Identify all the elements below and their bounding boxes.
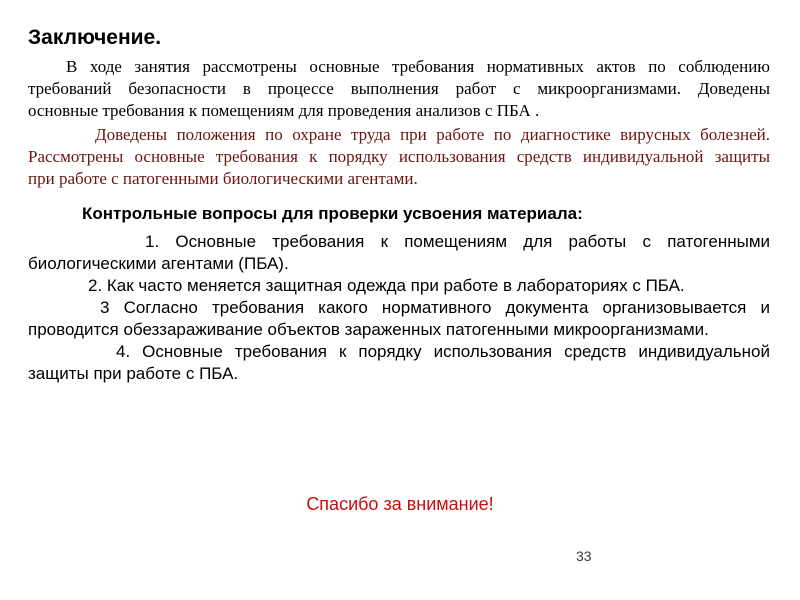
question-line: 4. Основные требования к порядку использования средств индивидуальной xyxy=(116,342,770,361)
paragraph-line: требований безопасности в процессе выполнения работ с микроорганизмами. Доведены xyxy=(28,79,770,98)
question-line: защиты при работе с ПБА. xyxy=(28,364,239,383)
questions-list xyxy=(28,231,770,385)
question-line: проводится обеззараживание объектов зараженных патогенными микроорганизмами. xyxy=(28,320,709,339)
question-line: 2. Как часто меняется защитная одежда при работе в лабораториях с ПБА. xyxy=(88,276,685,295)
paragraph-line: при работе с патогенными биологическими агентами. xyxy=(28,169,418,188)
question-item-3 xyxy=(28,297,770,341)
question-item-4 xyxy=(28,341,770,385)
question-line: биологическими агентами (ПБА). xyxy=(28,254,289,273)
paragraph-line: Доведены положения по охране труда при работе по диагностике вирусных болезней. xyxy=(95,125,770,144)
question-item-1 xyxy=(28,231,770,275)
paragraph-line: В ходе занятия рассмотрены основные требования нормативных актов по соблюдению xyxy=(66,57,770,76)
questions-heading: Контрольные вопросы для проверки усвоения материала: xyxy=(82,204,583,223)
summary-paragraph-1 xyxy=(28,56,770,122)
paragraph-line: основные требования к помещениям для проведения анализов с ПБА . xyxy=(28,101,540,120)
closing-message: Спасибо за внимание! xyxy=(306,494,494,514)
summary-paragraph-2 xyxy=(28,124,770,190)
paragraph-line: Рассмотрены основные требования к порядку использования средств индивидуальной защиты xyxy=(28,147,770,166)
slide-title: Заключение. xyxy=(28,26,162,49)
question-line: 3 Согласно требования какого нормативного документа организовывается и xyxy=(100,298,770,317)
slide-page-number: 33 xyxy=(576,548,592,564)
question-line: 1. Основные требования к помещениям для работы с патогенными xyxy=(145,232,770,251)
question-item-2 xyxy=(28,275,770,297)
